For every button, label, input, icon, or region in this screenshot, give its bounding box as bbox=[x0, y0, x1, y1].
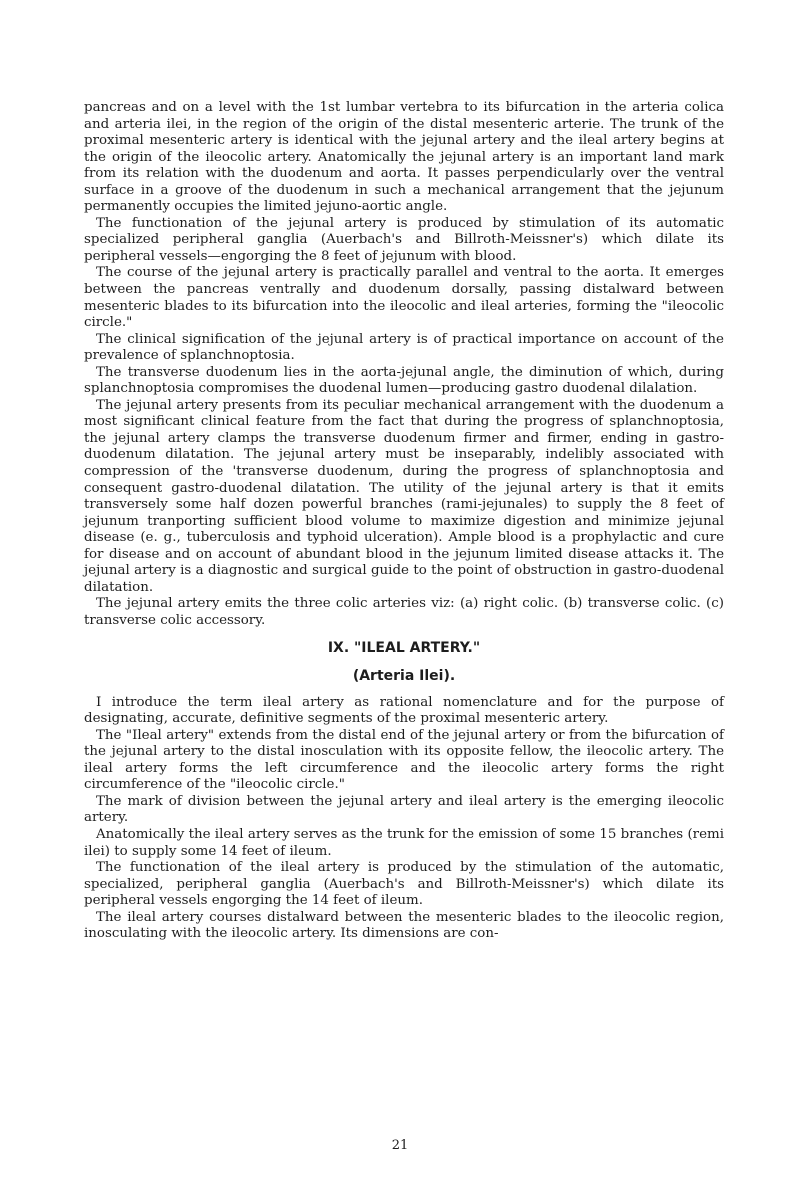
paragraph: The transverse duodenum lies in the aorta-jejunal angle, the diminution of which, during splanchnoptosia compromises the duodenal lumen—producing gastro duodenal dilalation. bbox=[84, 364, 724, 397]
paragraph: The jejunal artery emits the three colic arteries viz: (a) right colic. (b) transverse colic. (c) transverse colic accessory. bbox=[84, 596, 724, 628]
paragraph: The mark of division between the jejunal artery and ileal artery is the emerging ileocolic artery. bbox=[84, 793, 724, 826]
section-heading: IX. "ILEAL ARTERY." bbox=[327, 639, 481, 656]
body-text bbox=[84, 100, 724, 943]
paragraph: The clinical signification of the jejunal artery is of practical importance on account of the prevalence of splanchnoptosia. bbox=[84, 331, 724, 364]
paragraph: Anatomically the ileal artery serves as the trunk for the emission of some 15 branches (remi ilei) to supply some 14 feet of ileum. bbox=[84, 826, 724, 859]
paragraph: I introduce the term ileal artery as rational nomenclature and for the purpose of designating, accurate, definitive segments of the proximal mesenteric artery. bbox=[84, 694, 724, 727]
paragraph: The "Ileal artery" extends from the distal end of the jejunal artery or from the bifurcation of the jejunal artery to the distal inosculation with its opposite fellow, the ileocolic artery. The ileal artery forms the left circumference and the ileocolic artery forms the right circumference of the "ileocolic circle." bbox=[84, 727, 724, 793]
page-number: 21 bbox=[391, 1138, 409, 1153]
paragraph: The ileal artery courses distalward between the mesenteric blades to the ileocolic region, inosculating with the ileocolic artery. Its dimensions are con- bbox=[84, 909, 724, 942]
paragraph: pancreas and on a level with the 1st lumbar vertebra to its bifurcation in the arteria colica and arteria ilei, in the region of the origin of the distal mesenteric arterie. The trunk of the proximal mesenteric artery is identical with the jejunal artery and the ileal artery begins at the origin of the ileocolic artery. Anatomically the jejunal artery is an important land mark from its relation with the duodenum and aorta. It passes perpendicularly over the ventral surface in a groove of the duodenum in such a mechanical arrangement that the jejunum permanently occupies the limited jejuno-aortic angle. bbox=[84, 100, 724, 215]
paragraph: The functionation of the jejunal artery is produced by stimulation of its automatic specialized peripheral ganglia (Auerbach's and Billroth-Meissner's) which dilate its peripheral vessels—engorging the 8 feet of jejunum with blood. bbox=[84, 215, 724, 264]
paragraph: The functionation of the ileal artery is produced by the stimulation of the automatic, specialized, peripheral ganglia (Auerbach's and Billroth-Meissner's) which dilate its peripheral vessels engorging the 14 feet of ileum. bbox=[84, 860, 724, 909]
section-subheading: (Arteria Ilei). bbox=[352, 668, 456, 685]
paragraph: The course of the jejunal artery is practically parallel and ventral to the aorta. It emerges between the pancreas ventrally and duodenum dorsally, passing distalward between mesenteric blades to its bifurcation into the ileocolic and ileal arteries, forming the "ileocolic circle." bbox=[84, 265, 724, 331]
paragraph: The jejunal artery presents from its peculiar mechanical arrangement with the duodenum a most significant clinical feature from the fact that during the progress of splanchnoptosia, the jejunal artery clamps the transverse duodenum firmer and firmer, ending in gastro-duodenum dilatation. The jejunal artery must be inseparably, indelibly associated with compression of the 'transverse duodenum, during the progress of splanchnoptosia and consequent gastro-duodenal dilatation. The utility of the jejunal artery is that it emits transversely some half dozen powerful branches (rami-jejunales) to supply the 8 feet of jejunum tranporting sufficient blood volume to maximize digestion and minimize jejunal disease (e. g., tuberculosis and typhoid ulceration). Ample blood is a prophylactic and cure for disease and on account of abundant blood in the jejunum limited disease attacks it. The jejunal artery is a diagnostic and surgical guide to the point of obstruction in gastro-duodenal dilatation. bbox=[84, 397, 724, 595]
